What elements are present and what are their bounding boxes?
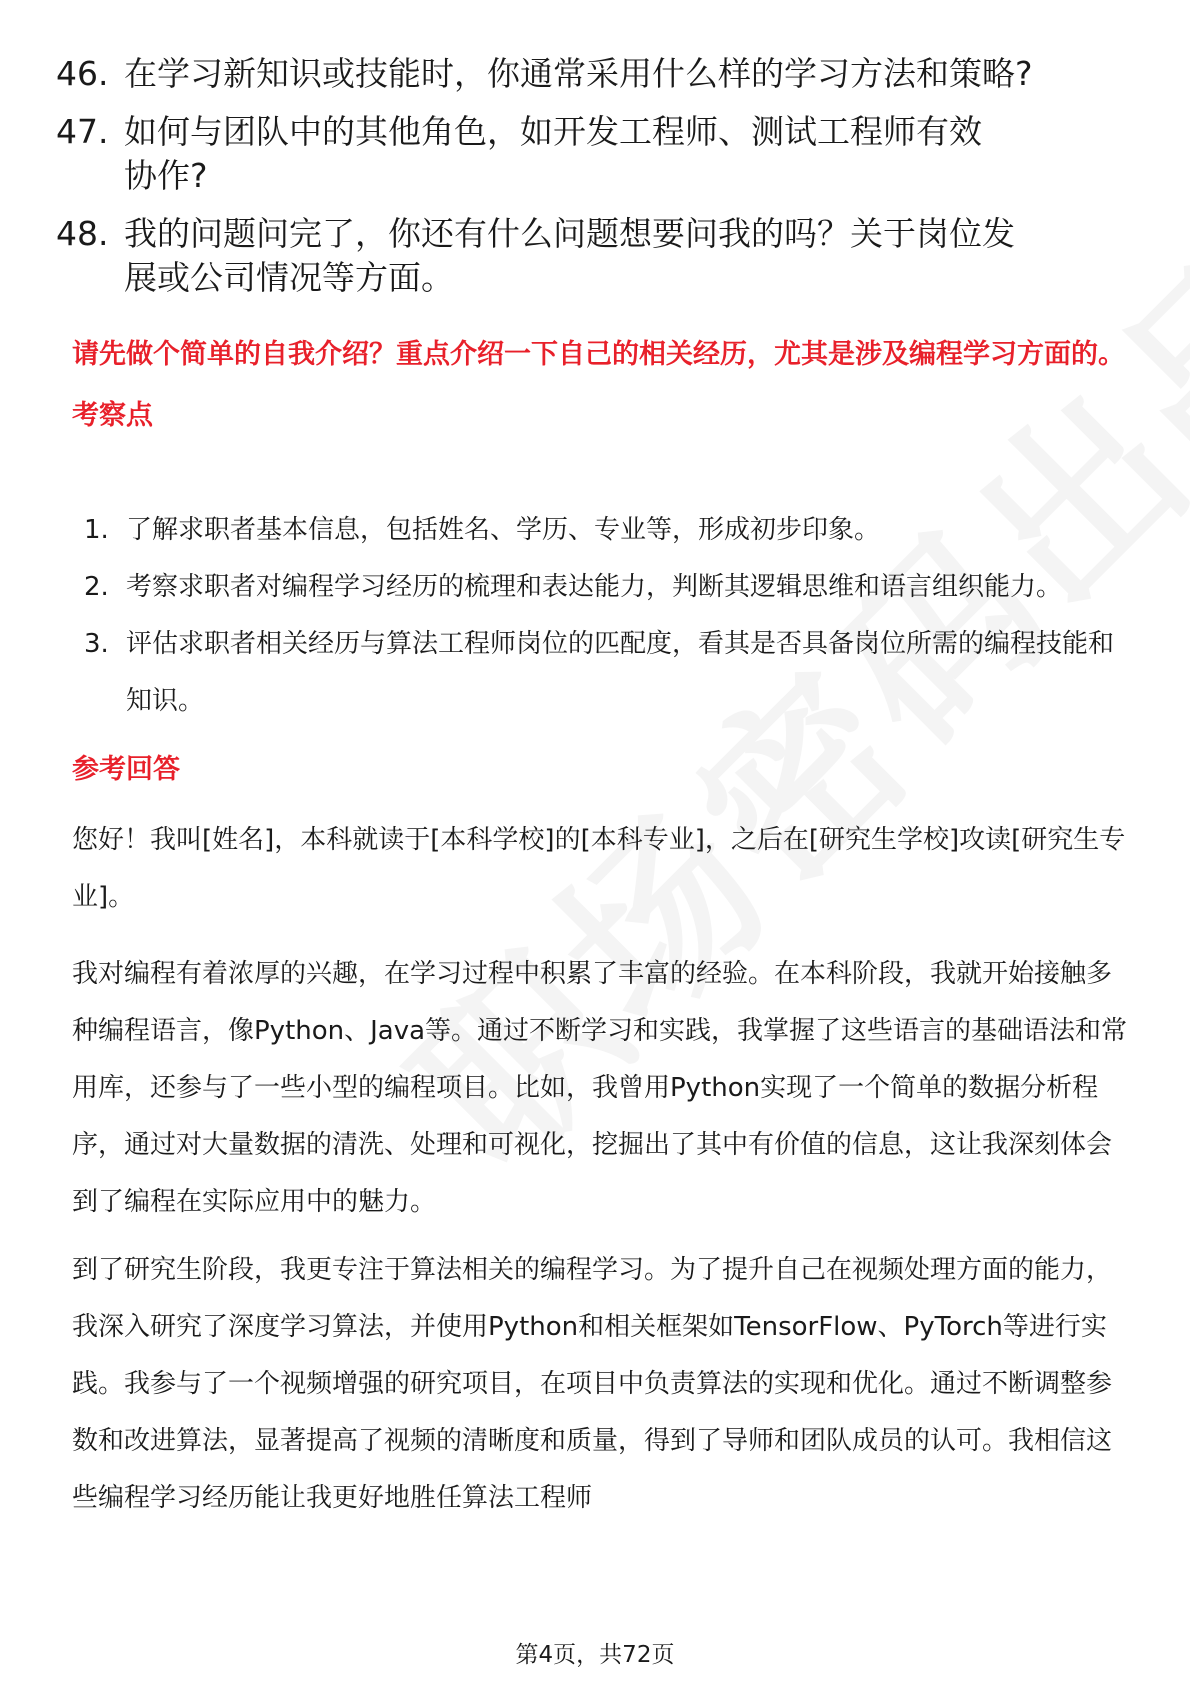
focus-point-item (84, 616, 1134, 730)
focus-heading: 考察点 (72, 400, 153, 431)
page-number: 第4页，共72页 (515, 1642, 675, 1668)
question-item (56, 52, 1136, 96)
answer-paragraph: 我对编程有着浓厚的兴趣，在学习过程中积累了丰富的经验。在本科阶段，我就开始接触多种编程语言，像Python、Java等。通过不断学习和实践，我掌握了这些语言的基础语法和常用库，还参与了一些小型的编程项目。比如，我曾用Python实现了一个简单的数据分析程序，通过对大量数据的清洗、处理和可视化，挖掘出了其中有价值的信息，这让我深刻体会到了编程在实际应用中的魅力。 (72, 959, 1128, 1217)
answer-paragraph: 您好！我叫[姓名]，本科就读于[本科学校]的[本科专业]，之后在[研究生学校]攻读[研究生专业]。 (72, 825, 1126, 912)
focus-point-list (84, 502, 1134, 730)
focus-point-number: 3. (84, 629, 109, 659)
question-text: 在学习新知识或技能时，你通常采用什么样的学习方法和策略? (124, 54, 1033, 93)
answer-paragraph: 到了研究生阶段，我更专注于算法相关的编程学习。为了提升自己在视频处理方面的能力，我深入研究了深度学习算法，并使用Python和相关框架如TensorFlow、PyTorch等进行实践。我参与了一个视频增强的研究项目，在项目中负责算法的实现和优化。通过不断调整参数和改进算法，显著提高了视频的清晰度和质量，得到了导师和团队成员的认可。我相信这些编程学习经历能让我更好地胜任算法工程师 (72, 1255, 1113, 1513)
interview-question-heading: 请先做个简单的自我介绍？重点介绍一下自己的相关经历，尤其是涉及编程学习方面的。 (72, 339, 1125, 370)
focus-point-number: 2. (84, 572, 109, 602)
question-number: 46. (56, 54, 109, 93)
question-item (56, 212, 1136, 300)
answer-heading: 参考回答 (72, 754, 180, 785)
focus-point-number: 1. (84, 515, 109, 545)
focus-point-text: 了解求职者基本信息，包括姓名、学历、专业等，形成初步印象。 (126, 515, 881, 545)
question-item (56, 110, 1136, 198)
question-list (56, 52, 1136, 314)
question-text: 我的问题问完了，你还有什么问题想要问我的吗？关于岗位发展或公司情况等方面。 (124, 214, 1015, 297)
question-number: 47. (56, 112, 109, 151)
focus-point-text: 考察求职者对编程学习经历的梳理和表达能力，判断其逻辑思维和语言组织能力。 (126, 572, 1063, 602)
focus-point-text: 评估求职者相关经历与算法工程师岗位的匹配度，看其是否具备岗位所需的编程技能和知识。 (126, 629, 1115, 716)
focus-point-item (84, 559, 1134, 616)
focus-point-item (84, 502, 1134, 559)
question-number: 48. (56, 214, 109, 253)
question-text: 如何与团队中的其他角色，如开发工程师、测试工程师有效协作? (124, 112, 982, 195)
